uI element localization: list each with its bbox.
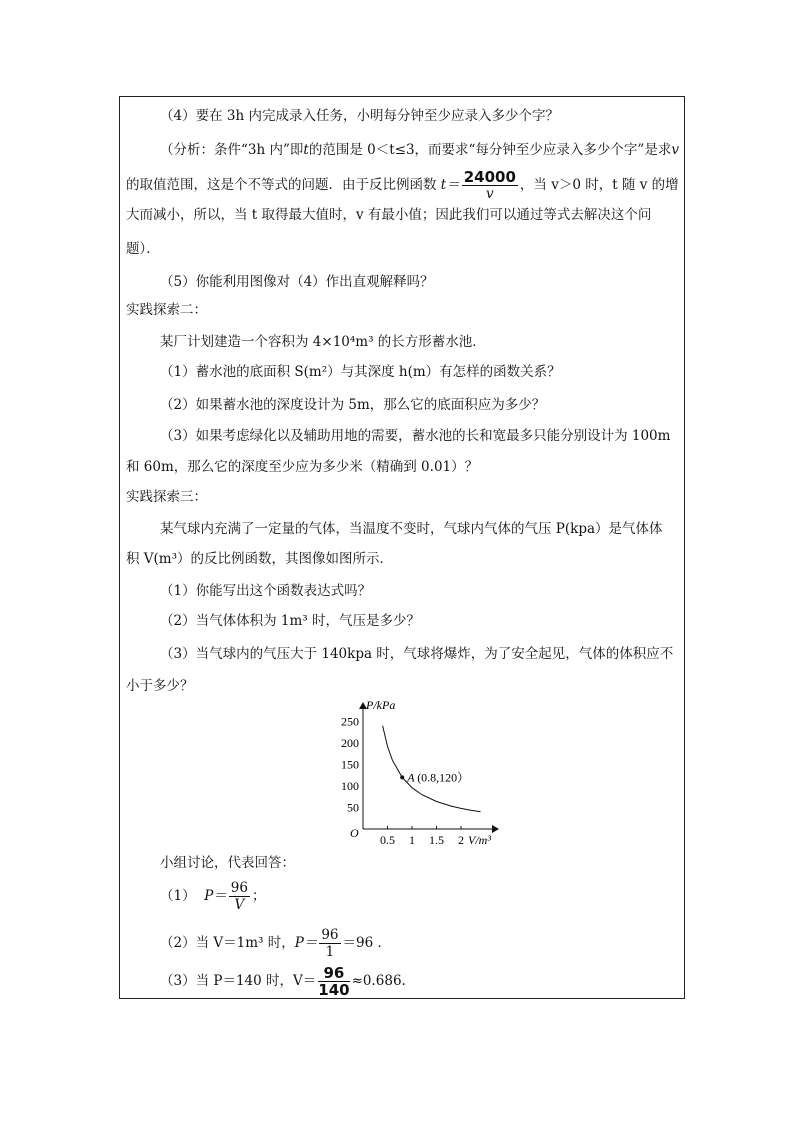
analysis-line-2: 的取值范围，这是个不等式的问题．由于反比例函数 t＝ $\frac{24000}{v}$ ，当 v＞0 时，t 随 v 的增 [126,168,679,202]
explore-3-q1: （1）你能写出这个函数表达式吗？ [160,583,372,599]
explore-3-heading: 实践探索三： [126,489,207,505]
answer-3: （3）当 P＝140 时，V＝ $\frac{96}{140}$ ≈0.686. [160,964,406,999]
y-tick-label: 100 [341,779,359,793]
analysis-line-3: 大而减小，所以，当 t 取得最大值时，v 有最小值；因此我们可以通过等式去解决这个问 [126,207,652,223]
explore-3-intro-b: 积 V(m³）的反比例函数，其图像如图所示． [126,551,394,567]
inverse-curve [383,726,481,812]
y-tick-label: 250 [341,714,359,729]
point-a-coords: (0.8,120） [417,770,470,785]
content-frame [119,96,685,999]
explore-2-intro: 某厂计划建造一个容积为 4×10⁴m³ 的长方形蓄水池． [160,334,486,350]
analysis-line-4: 题）． [126,241,160,257]
explore-2-heading: 实践探索二： [126,302,207,318]
explore-2-q2: （2）如果蓄水池的深度设计为 5m，那么它的底面积应为多少？ [160,397,546,413]
explore-3-q3a: （3）当气球内的气压大于 140kpa 时，气球将爆炸，为了安全起见，气体的体积应不 [160,646,674,662]
pressure-volume-graph [330,697,530,849]
explore-3-q2: （2）当气体体积为 1m³ 时，气压是多少？ [160,613,420,629]
explore-2-q1: （1）蓄水池的底面积 S(m²）与其深度 h(m）有怎样的函数关系？ [160,364,561,380]
question-5: （5）你能利用图像对（4）作出直观解释吗？ [160,274,434,290]
answer-2: （2）当 V＝1m³ 时，P＝ $\frac{96}{1}$ ＝96 ． [160,927,391,960]
origin-label: O [350,826,359,840]
x-tick-label: 1.5 [429,833,444,847]
explore-2-q3b: 和 60m，那么它的深度至少应为多少米（精确到 0.01）？ [126,459,479,475]
x-tick-label: 0.5 [380,833,395,847]
point-a-label: A [407,770,415,785]
explore-3-intro-a: 某气球内充满了一定量的气体，当温度不变时，气球内气体的气压 P(kpa）是气体体 [160,521,663,537]
y-tick-label: 150 [341,757,359,772]
x-tick-label: 1 [409,833,415,847]
discussion-heading: 小组讨论，代表回答： [160,855,295,871]
point-a [400,775,404,779]
x-tick-label: 2 [458,833,464,847]
y-tick-label: 50 [347,800,359,815]
fraction-24000-over-v: $\frac{24000}{v}$ [463,168,516,202]
question-4: （4）要在 3h 内完成录入任务，小明每分钟至少应录入多少个字？ [160,108,559,124]
explore-2-q3a: （3）如果考虑绿化以及辅助用地的需要，蓄水池的长和宽最多只能分别设计为 100m [160,428,671,444]
y-axis-label: P/kPa [366,698,396,712]
answer-1: （1） P＝ $\frac{96}{V}$ ； [160,880,266,913]
explore-3-q3b: 小于多少？ [126,678,194,694]
x-axis-label: V/m³ [468,833,491,847]
analysis-line-1: （分析：条件“3h 内”即t的范围是 0＜t≤3，而要求“每分钟至少应录入多少个字”是求v [160,142,679,158]
y-tick-label: 200 [341,736,359,750]
